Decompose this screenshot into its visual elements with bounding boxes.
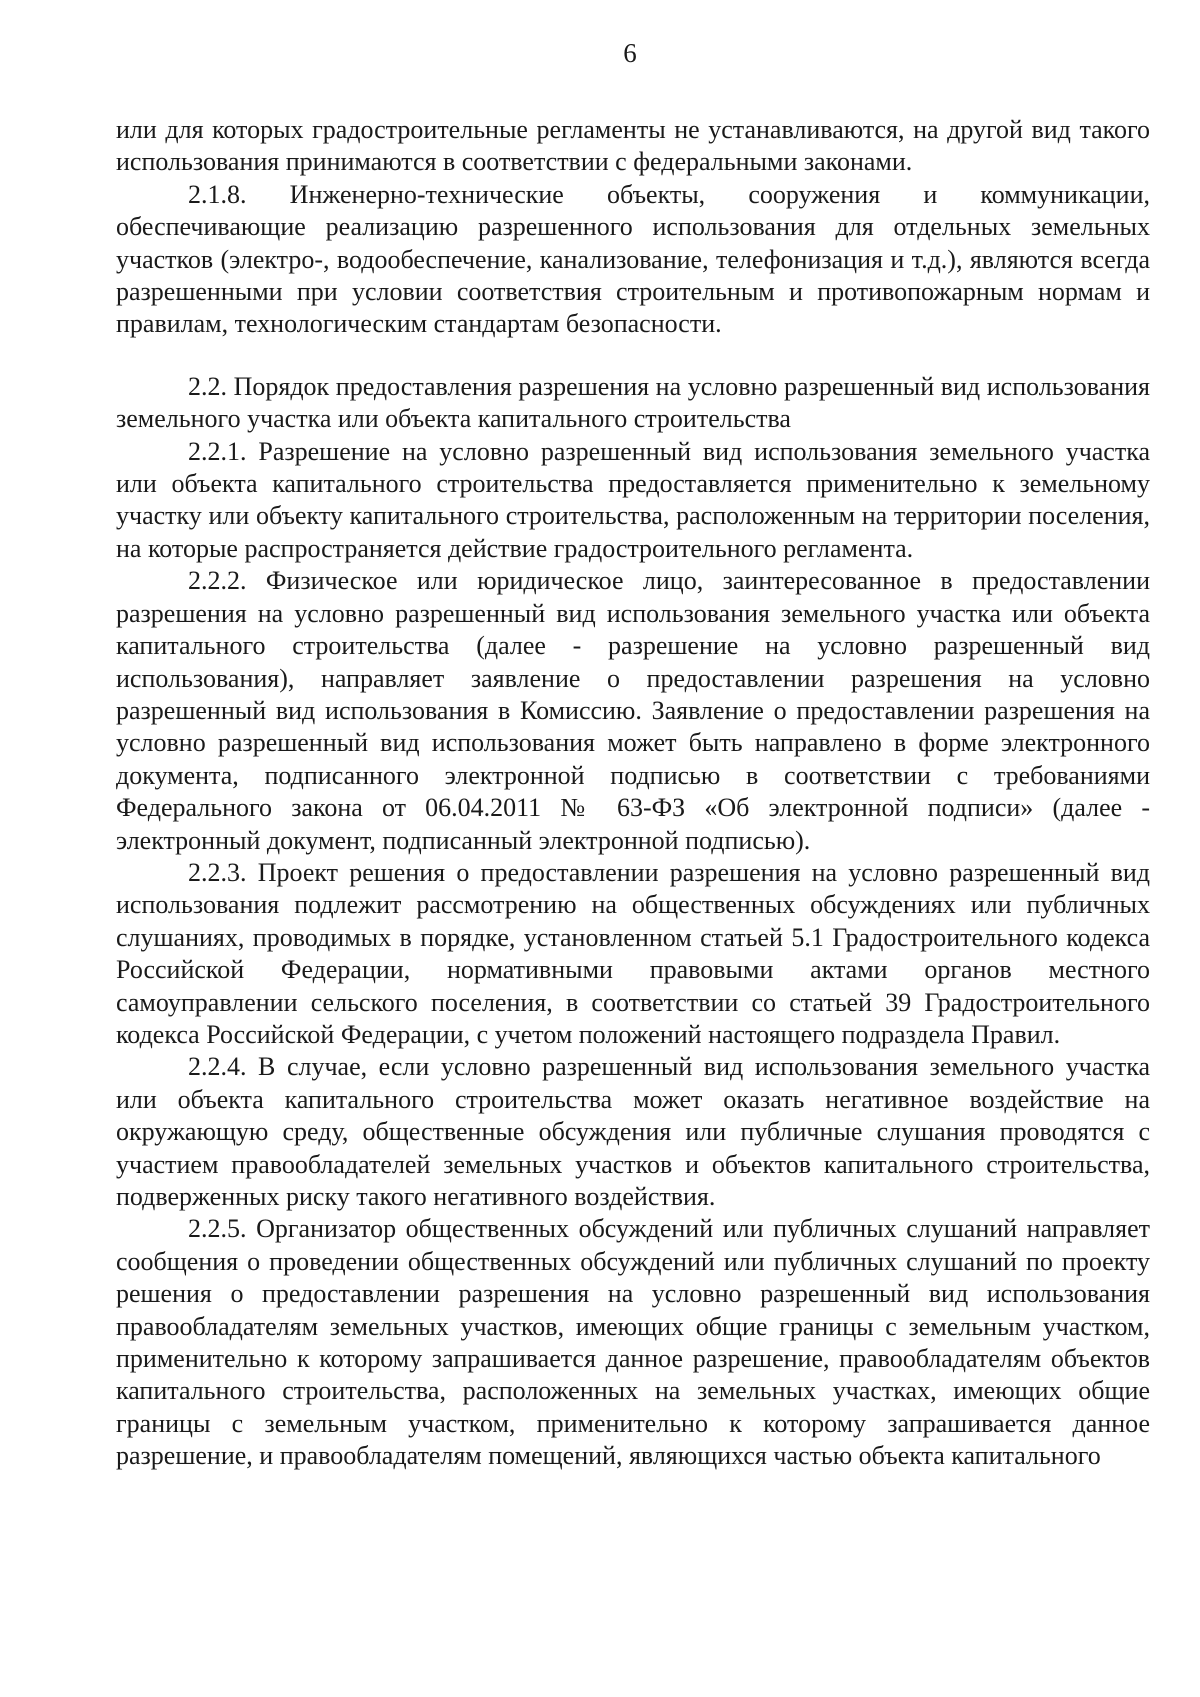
paragraph-continuation: или для которых градостроительные регламенты не устанавливаются, на другой вид такого использования принимаются в соответствии с федеральными законами.	[116, 115, 1150, 177]
paragraph-2-2-4: 2.2.4. В случае, если условно разрешенный вид использования земельного участка или объекта капитального строительства может оказать негативное воздействие на окружающую среду, общественные обсуждения или публичные слушания проводятся с участием правообладателей земельных участков и объектов капитального строительства, подверженных риску такого негативного воздействия.	[116, 1052, 1150, 1211]
page-number: 6	[623, 38, 637, 68]
section-heading-2-2: 2.2. Порядок предоставления разрешения на условно разрешенный вид использования земельного участка или объекта капитального строительства	[116, 371, 1150, 434]
paragraph-2-1-8: 2.1.8. Инженерно-технические объекты, сооружения и коммуникации, обеспечивающие реализацию разрешенного использования для отдельных земельных участков (электро-, водообеспечение, канализование, телефонизация и т.д.), являются всегда разрешенными при условии соответствия строительным и противопожарным нормам и правилам, технологическим стандартам безопасности.	[116, 179, 1150, 339]
paragraph-2-2-1: 2.2.1. Разрешение на условно разрешенный вид использования земельного участка или объекта капитального строительства предоставляется применительно к земельному участку или объекту капитального строительства, расположенным на территории поселения, на которые распространяется действие градостроительного регламента.	[116, 436, 1150, 563]
document-body	[116, 114, 1150, 1473]
paragraph-2-2-2: 2.2.2. Физическое или юридическое лицо, заинтересованное в предоставлении разрешения на условно разрешенный вид использования земельного участка или объекта капитального строительства (далее - разрешение на условно разрешенный вид использования), направляет заявление о предоставлении разрешения на условно разрешенный вид использования в Комиссию. Заявление о предоставлении разрешения на условно разрешенный вид использования может быть направлено в форме электронного документа, подписанного электронной подписью в соответствии с требованиями Федерального закона от 06.04.2011 № 63-ФЗ «Об электронной подписи» (далее - электронный документ, подписанный электронной подписью).	[116, 566, 1150, 855]
paragraph-2-2-5: 2.2.5. Организатор общественных обсуждений или публичных слушаний направляет сообщения о проведении общественных обсуждений или публичных слушаний по проекту решения о предоставлении разрешения на условно разрешенный вид использования правообладателям земельных участков, имеющих общие границы с земельным участком, применительно к которому запрашивается данное разрешение, правообладателям объектов капитального строительства, расположенных на земельных участках, имеющих общие границы с земельным участком, применительно к которому запрашивается данное разрешение, и правообладателям помещений, являющихся частью объекта капитального	[116, 1214, 1150, 1471]
paragraph-2-2-3: 2.2.3. Проект решения о предоставлении разрешения на условно разрешенный вид использования подлежит рассмотрению на общественных обсуждениях или публичных слушаниях, проводимых в порядке, установленном статьей 5.1 Градостроительного кодекса Российской Федерации, нормативными правовыми актами органов местного самоуправлении сельского поселения, в соответствии со статьей 39 Градостроительного кодекса Российской Федерации, с учетом положений настоящего подраздела Правил.	[116, 857, 1150, 1049]
